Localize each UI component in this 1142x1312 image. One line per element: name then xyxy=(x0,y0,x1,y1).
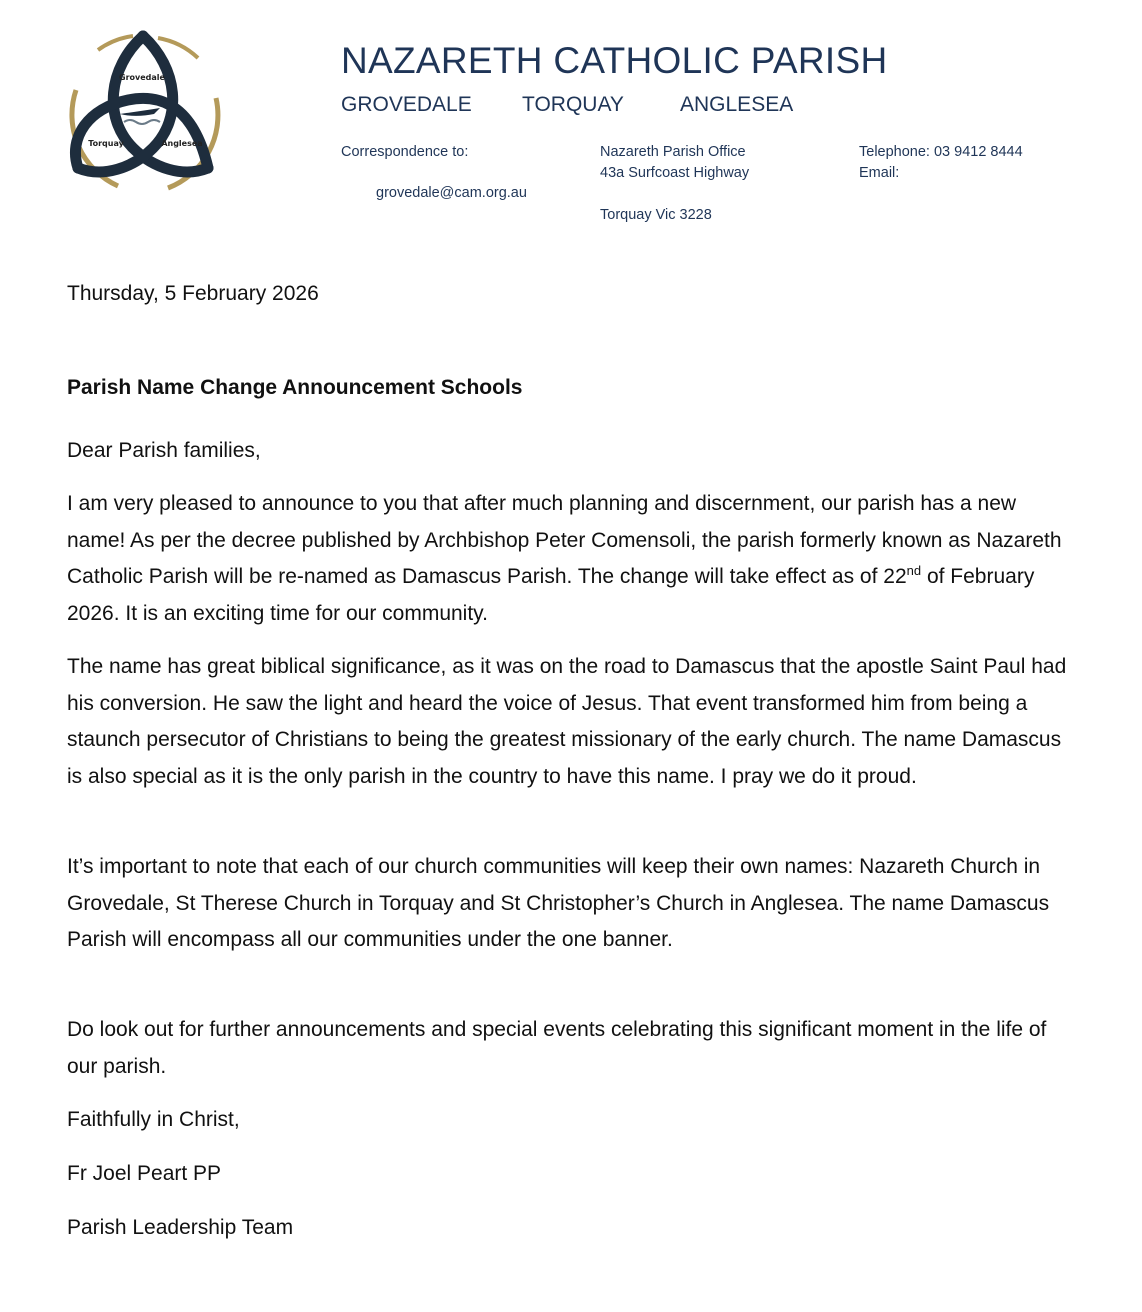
telephone: Telephone: 03 9412 8444 xyxy=(859,144,1023,160)
letter-greeting: Dear Parish families, xyxy=(67,439,261,462)
letter-team: Parish Leadership Team xyxy=(67,1216,294,1239)
paragraph-text: Do look out for further announcements and special events celebrating this significant moment in the life of our parish. xyxy=(67,1018,1047,1078)
correspondence-label: Correspondence to: xyxy=(341,144,469,160)
ordinal-suffix: nd xyxy=(906,563,922,578)
paragraph-biblical-significance xyxy=(67,649,1067,795)
svg-text:Grovedale: Grovedale xyxy=(119,73,165,82)
letter-signer: Fr Joel Peart PP xyxy=(67,1162,222,1185)
letter-subject: Parish Name Change Announcement Schools xyxy=(67,376,523,399)
paragraph-text: It’s important to note that each of our church communities will keep their own names: Nazareth Church in Grovedale, St Therese Church in Torquay and St Christopher’s Church in Anglesea. The name Damascus Parish will encompass all our communities under the one banner. xyxy=(67,855,1050,951)
paragraph-text: of February 2026. It is an exciting time for our community. xyxy=(67,565,1035,625)
town-anglesea: ANGLESEA xyxy=(680,93,794,116)
svg-text:Torquay: Torquay xyxy=(88,139,124,148)
correspondence-email[interactable]: grovedale@cam.org.au xyxy=(376,185,527,201)
letter-closing: Faithfully in Christ, xyxy=(67,1108,240,1131)
letter-date: Thursday, 5 February 2026 xyxy=(67,282,319,305)
office-street: 43a Surfcoast Highway xyxy=(600,165,750,181)
paragraph-announcement xyxy=(67,486,1067,632)
parish-logo xyxy=(58,28,228,198)
paragraph-text: I am very pleased to announce to you that after much planning and discernment, our parish has a new name! As per the decree published by Archbishop Peter Comensoli, the parish formerly known as Nazareth Catholic Parish will be re-named as Damascus Parish. The change will take effect as of 22 xyxy=(67,492,1062,588)
office-name: Nazareth Parish Office xyxy=(600,144,746,160)
paragraph-text: The name has great biblical significance, as it was on the road to Damascus that the apostle Saint Paul had his conversion. He saw the light and heard the voice of Jesus. That event transformed him from being a staunch persecutor of Christians to being the greatest missionary of the early church. The name Damascus is also special as it is the only parish in the country to have this name. I pray we do it proud. xyxy=(67,655,1067,788)
town-grovedale: GROVEDALE xyxy=(341,93,472,116)
parish-name-heading: NAZARETH CATHOLIC PARISH xyxy=(341,40,888,81)
paragraph-church-names xyxy=(67,849,1067,959)
paragraph-further-announcements xyxy=(67,1012,1067,1085)
email-label: Email: xyxy=(859,165,900,181)
svg-text:Anglesea: Anglesea xyxy=(161,139,203,148)
town-torquay: TORQUAY xyxy=(522,93,624,116)
trinity-knot-icon xyxy=(58,28,228,198)
office-city: Torquay Vic 3228 xyxy=(600,207,712,223)
